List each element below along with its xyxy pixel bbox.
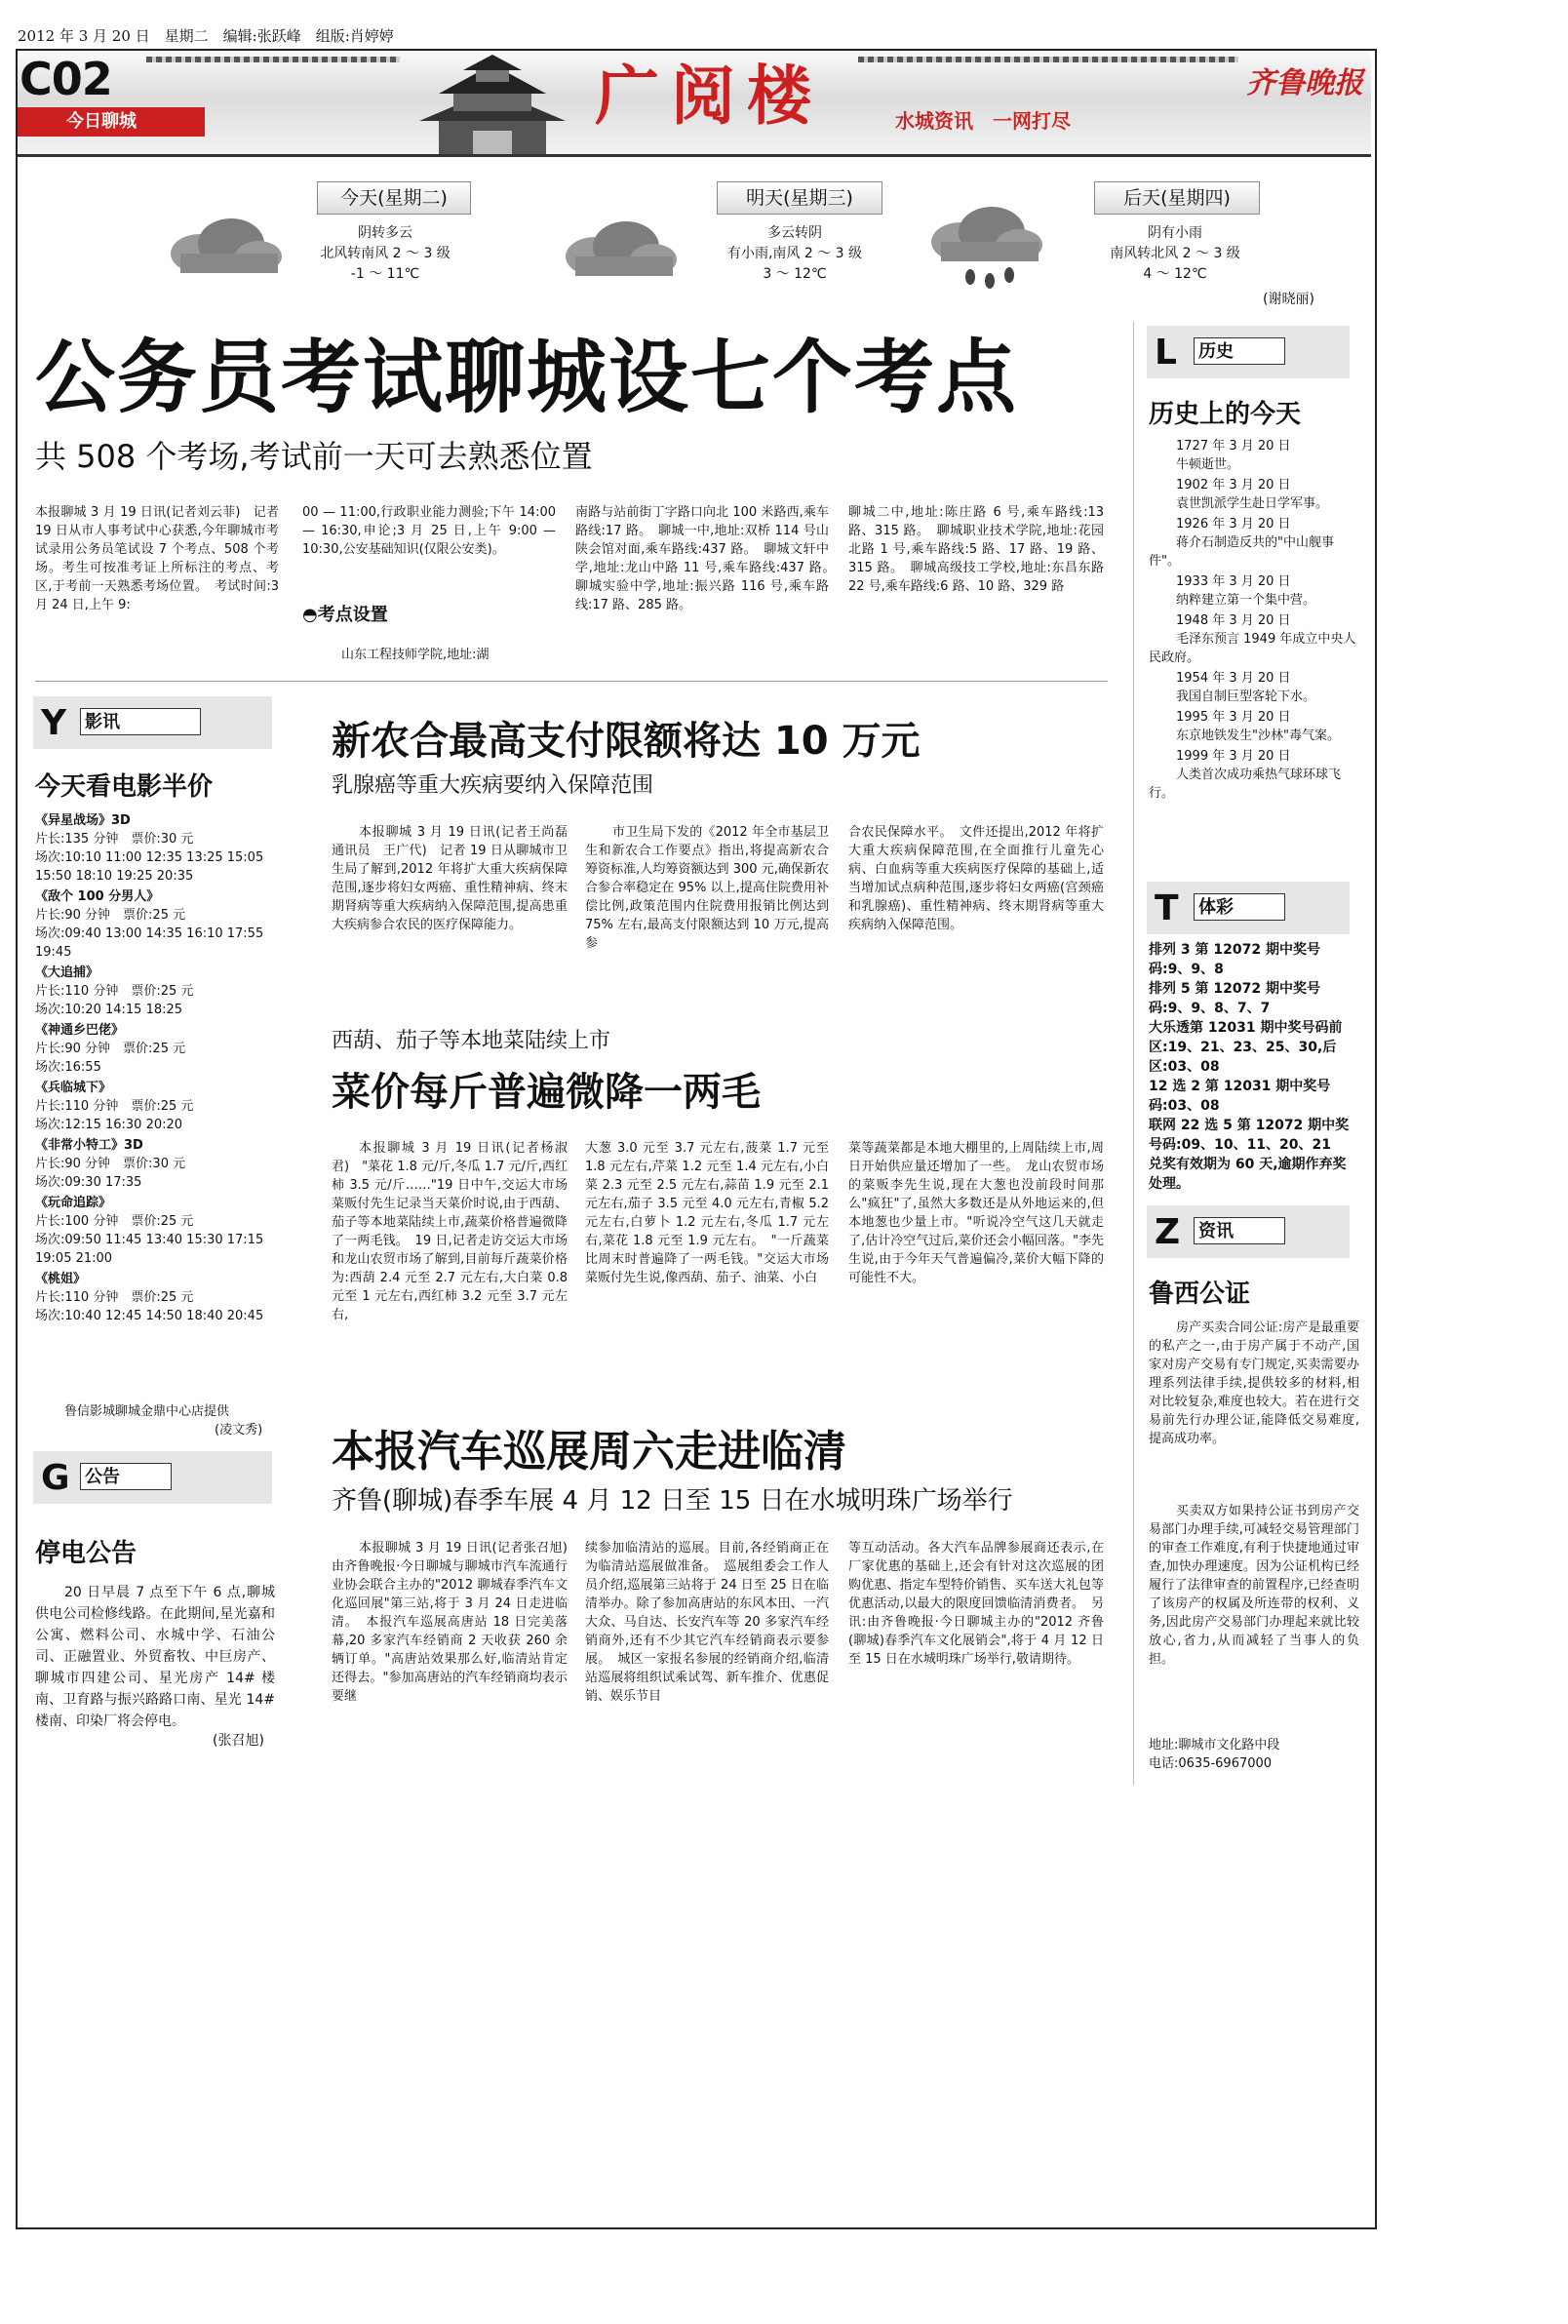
movie-name: 《桃姐》	[35, 1272, 87, 1286]
movie-info: 片长:110 分钟 票价:25 元	[35, 1099, 194, 1114]
list-item	[35, 1136, 279, 1192]
dateline: 2012 年 3 月 20 日 星期二 编辑:张跃峰 组版:肖婷婷	[18, 27, 394, 45]
weather-tab-today: 今天(星期二)	[317, 181, 471, 215]
movie-info: 片长:110 分钟 票价:25 元	[35, 984, 194, 999]
movie-name: 《大追捕》	[35, 965, 99, 980]
notice-title: 停电公告	[35, 1539, 137, 1568]
weather-cond: 阴有小雨	[1148, 225, 1202, 241]
history-event: 人类首次成功乘热气球环球飞行。	[1149, 768, 1342, 801]
article2-headline: 新农合最高支付限额将达 10 万元	[332, 719, 921, 764]
article4-col-2: 续参加临清站的巡展。目前,各经销商正在为临清站巡展做准备。 巡展组委会工作人员介绍,巡展第三站将于 24 日至 25 日在临清举办。除了参加高唐站的东风本田、一汽大众、马自达、长安汽车等 20 多家汽车经销商外,还有不少其它汽车经销商表示要参展。 城区一家报名参展的经销商介绍,临清站巡展将组织试乘试驾、新车推介、优惠促销、娱乐节目	[585, 1541, 829, 1704]
list-item	[35, 811, 279, 886]
weather-wind: 南风转北风 2 ～ 3 级	[1110, 246, 1240, 261]
lottery-line: 12 选 2 第 12031 期中奖号码:03、08	[1149, 1079, 1331, 1114]
consult-body-2: 买卖双方如果持公证书到房产交易部门办理手续,可减轻交易管理部门的审查工作难度,有利于快捷地通过审查,加快办理速度。因为公证机构已经履行了法律审查的前置程序,已经查明了该房产的权属及所连带的权利、义务,因此房产交易部门办理起来就比较放心,省力,从而减轻了当事人的负担。	[1149, 1504, 1359, 1667]
history-event: 蒋介石制造反共的"中山舰事件"。	[1149, 535, 1334, 569]
movie-name: 《非常小特工》3D	[35, 1138, 143, 1153]
movies-credit: (凌文秀)	[215, 1423, 263, 1438]
section-label: 历史	[1194, 337, 1285, 365]
consult-phone: 电话:0635-6967000	[1149, 1756, 1273, 1771]
lead-headline: 公务员考试聊城设七个考点	[35, 332, 1019, 424]
consult-body-1: 房产买卖合同公证:房产是最重要的私产之一,由于房产属于不动产,国家对房产交易有专门规定,买卖需要办理系列法律手续,提供较多的材料,相对比较复杂,难度也较大。若在进行交易前先行办理公证,能降低交易难度,提高成功率。	[1149, 1320, 1359, 1446]
history-date: 1902 年 3 月 20 日	[1176, 478, 1291, 492]
movie-times: 场次:09:50 11:45 13:40 15:30 17:15 19:05 21:00	[35, 1233, 264, 1266]
page-code: C02	[20, 53, 112, 105]
section-movies	[33, 696, 272, 749]
movie-info: 片长:135 分钟 票价:30 元	[35, 832, 194, 847]
history-date: 1954 年 3 月 20 日	[1176, 671, 1291, 686]
history-event: 袁世凯派学生赴日学军事。	[1176, 496, 1329, 511]
weather-cond: 多云转阴	[767, 225, 822, 241]
paper-name: 齐鲁晚报	[1246, 66, 1363, 100]
movie-name: 《神通乡巴佬》	[35, 1023, 125, 1038]
article3-col-3: 菜等蔬菜都是本地大棚里的,上周陆续上市,周日开始供应量还增加了一些。 龙山农贸市场的菜贩李先生说,现在大葱也没前段时间那么"疯狂"了,虽然大多数还是从外地运来的,但本地葱也少量上市。"听说冷空气这几天就走了,估计冷空气过后,菜价还会小幅回落。"李先生说,由于今年天气普遍偏冷,菜价大幅下降的可能性不大。	[848, 1141, 1104, 1285]
movie-name: 《兵临城下》	[35, 1081, 112, 1095]
rain-icon	[921, 203, 1048, 291]
history-date: 1933 年 3 月 20 日	[1176, 574, 1291, 589]
lottery-line: 大乐透第 12031 期中奖号码前区:19、21、23、25、30,后区:03、08	[1149, 1020, 1343, 1075]
page-label: 今日聊城	[18, 107, 205, 137]
section-sports	[1147, 882, 1350, 934]
movie-times: 场次:09:30 17:35	[35, 1175, 142, 1190]
section-label: 体彩	[1194, 893, 1285, 921]
movie-times: 场次:09:40 13:00 14:35 16:10 17:55 19:45	[35, 926, 264, 960]
movies-title: 今天看电影半价	[35, 772, 214, 802]
article3-headline: 菜价每斤普遍微降一两毛	[332, 1070, 761, 1115]
movie-name: 《异星战场》3D	[35, 813, 131, 828]
movie-times: 场次:10:20 14:15 18:25	[35, 1003, 183, 1017]
article3-col-1: 本报聊城 3 月 19 日讯(记者杨淑君) "菜花 1.8 元/斤,冬瓜 1.7 元/斤,西红柿 3.5 元/斤……"19 日中午,交运大市场菜贩付先生记录当天菜价时说,由于西葫、茄子等本地菜陆续上市,蔬菜价格普遍微降了一两毛钱。 19 日,记者走访交运大市场和龙山农贸市场了解到,目前每斤蔬菜价格为:西葫 2.4 元至 2.7 元左右,大白菜 0.8 元至 1 元左右,西红柿 3.2 元至 3.7 元左右,	[332, 1141, 568, 1322]
section-letter: T	[1155, 888, 1179, 928]
list-item	[35, 887, 279, 962]
list-item	[35, 1021, 279, 1077]
cloud-icon	[161, 210, 288, 278]
consult-title: 鲁西公证	[1149, 1280, 1251, 1309]
section-label: 公告	[80, 1463, 172, 1490]
weather-tab-tomorrow: 明天(星期三)	[717, 181, 882, 215]
section-notice	[33, 1451, 272, 1504]
section-consult	[1147, 1205, 1350, 1258]
movie-times: 场次:16:55	[35, 1060, 101, 1075]
section-letter: Z	[1155, 1212, 1181, 1252]
notice-body: 20 日早晨 7 点至下午 6 点,聊城供电公司检修线路。在此期间,星光嘉和公寓、燃料公司、水城中学、石油公司、正融置业、外贸畜牧、中巨房产、聊城市四建公司、星光房产 14# 楼南、卫育路与振兴路路口南、星光 14# 楼南、印染厂将会停电。	[35, 1585, 275, 1729]
lead-col-2-heading: ◓考点设置	[302, 605, 388, 625]
movie-list	[35, 811, 279, 1327]
weather-credit: (谢晓丽)	[1263, 292, 1314, 307]
movie-info: 片长:90 分钟 票价:25 元	[35, 1042, 186, 1056]
lead-col-4: 聊城二中,地址:陈庄路 6 号,乘车路线:13 路、315 路。 聊城职业技术学院,地址:花园北路 1 号,乘车路线:5 路、17 路、19 路、315 路。 聊城高级技工学校,地址:东昌东路 22 号,乘车路线:6 路、10 路、329 路	[848, 505, 1104, 594]
section-label: 影讯	[80, 708, 201, 735]
movie-times: 场次:10:40 12:45 14:50 18:40 20:45	[35, 1309, 264, 1323]
article4-headline: 本报汽车巡展周六走进临清	[332, 1427, 846, 1477]
history-event: 我国自制巨型客轮下水。	[1176, 689, 1316, 704]
movie-name: 《玩命追踪》	[35, 1196, 112, 1210]
history-date: 1727 年 3 月 20 日	[1176, 439, 1291, 453]
article2-subhead: 乳腺癌等重大疾病要纳入保障范围	[332, 773, 654, 798]
section-history	[1147, 326, 1350, 378]
lottery-line: 联网 22 选 5 第 12072 期中奖号码:09、10、11、20、21	[1149, 1118, 1350, 1153]
lottery-line: 排列 3 第 12072 期中奖号码:9、9、8	[1149, 942, 1320, 977]
movie-info: 片长:90 分钟 票价:30 元	[35, 1157, 186, 1171]
movie-times: 场次:10:10 11:00 12:35 13:25 15:05 15:50 18:10 19:25 20:35	[35, 850, 264, 884]
column-rule	[1133, 322, 1134, 1785]
list-item	[35, 1194, 279, 1268]
weather-wind: 有小雨,南风 2 ～ 3 级	[726, 246, 863, 261]
movie-info: 片长:110 分钟 票价:25 元	[35, 1290, 194, 1305]
weather-wind: 北风转南风 2 ～ 3 级	[320, 246, 451, 261]
weather-temp: 3 ～ 12℃	[763, 266, 827, 282]
history-list	[1149, 437, 1359, 805]
sports-list	[1149, 940, 1359, 1194]
lead-col-2: 00 — 11:00,行政职业能力测验;下午 14:00 — 16:30,申论;3 月 25 日,上午 9:00 — 10:30,公安基础知识(仅限公安类)。	[302, 505, 556, 557]
lead-col-2-tail: 山东工程技师学院,地址:湖	[341, 648, 490, 662]
weather-temp: 4 ～ 12℃	[1143, 266, 1207, 282]
history-date: 1926 年 3 月 20 日	[1176, 517, 1291, 532]
history-date: 1948 年 3 月 20 日	[1176, 613, 1291, 628]
article4-col-3: 等互动活动。各大汽车品牌参展商还表示,在厂家优惠的基础上,还会有针对这次巡展的团购优惠、指定车型特价销售、买车送大礼包等优惠活动,以最大的限度回馈临清消费者。 另讯:由齐鲁晚报·今日聊城主办的"2012 齐鲁(聊城)春季汽车文化展销会",将于 4 月 12 日至 15 日在水城明珠广场举行,敬请期待。	[848, 1541, 1104, 1667]
lead-col-1: 本报聊城 3 月 19 日讯(记者刘云菲) 记者 19 日从市人事考试中心获悉,今年聊城市考试录用公务员笔试设 7 个考点、508 个考场。考生可按准考证上所标注的考点、考区,于考前一天熟悉考场位置。 考试时间:3 月 24 日,上午 9:	[35, 505, 279, 612]
article3-kicker: 西葫、茄子等本地菜陆续上市	[332, 1029, 611, 1053]
article4-subhead: 齐鲁(聊城)春季车展 4 月 12 日至 15 日在水城明珠广场举行	[332, 1486, 1013, 1516]
article3-col-2: 大葱 3.0 元至 3.7 元左右,菠菜 1.7 元至 1.8 元左右,芹菜 1.2 元至 1.4 元左右,小白菜 2.3 元至 2.5 元左右,蒜苗 1.9 元至 2.1 元左右,茄子 3.5 元至 4.0 元左右,青椒 5.2 元左右,白萝卜 1.2 元左右,冬瓜 1.7 元左右,菜花 1.8 元至 1.9 元左右。 "一斤蔬菜比周末时普遍降了一两毛钱。"交运大市场菜贩付先生说,像西葫、茄子、油菜、小白	[585, 1141, 829, 1285]
notice-credit: (张召旭)	[213, 1733, 264, 1749]
movie-info: 片长:100 分钟 票价:25 元	[35, 1214, 194, 1229]
history-date: 1995 年 3 月 20 日	[1176, 710, 1291, 725]
section-label: 资讯	[1194, 1217, 1285, 1244]
column-name: 广阅楼	[595, 58, 823, 134]
cloud-icon	[556, 213, 683, 281]
section-letter: L	[1155, 333, 1177, 373]
movies-source: 鲁信影城聊城金鼎中心店提供	[64, 1404, 230, 1419]
article2-col-1: 本报聊城 3 月 19 日讯(记者王尚磊 通讯员 王广代) 记者 19 日从聊城市卫生局了解到,2012 年将扩大重大疾病保障范围,逐步将妇女两癌、重性精神病、终末期肾病等重大疾病纳入保障范围,提高患重大疾病参合农民的医疗保障能力。	[332, 825, 581, 932]
weather-tab-after: 后天(星期四)	[1094, 181, 1260, 215]
lead-subhead: 共 508 个考场,考试前一天可去熟悉位置	[35, 438, 593, 475]
lead-col-3: 南路与站前街丁字路口向北 100 米路西,乘车路线:17 路。 聊城一中,地址:双桥 114 号山陕会馆对面,乘车路线:437 路。 聊城文轩中学,地址:龙山中路 11 号,乘车路线:437 路。 聊城实验中学,地址:振兴路 116 号,乘车路线:17 路、285 路。	[575, 505, 843, 612]
history-date: 1999 年 3 月 20 日	[1176, 749, 1291, 764]
list-item	[35, 1079, 279, 1134]
history-event: 东京地铁发生"沙林"毒气案。	[1176, 729, 1340, 743]
article2-col-3: 合农民保障水平。 文件还提出,2012 年将扩大重大疾病保障范围,在全面推行儿童先心病、白血病等重大疾病医疗保障的基础上,适当增加试点病种范围,逐步将妇女两癌(宫颈癌和乳腺癌)、重性精神病、终末期肾病等重大疾病纳入保障范围。	[848, 825, 1104, 932]
slogan: 水城资讯 一网打尽	[895, 109, 1071, 133]
section-letter: Y	[41, 703, 67, 743]
history-event: 纳粹建立第一个集中营。	[1176, 593, 1316, 608]
lottery-line: 排列 5 第 12072 期中奖号码:9、9、8、7、7	[1149, 981, 1320, 1016]
article4-col-1: 本报聊城 3 月 19 日讯(记者张召旭) 由齐鲁晚报·今日聊城与聊城市汽车流通行业协会联合主办的"2012 聊城春季汽车文化巡回展"第三站,将于 3 月 24 日走进临清。 本报汽车巡展高唐站 18 日完美落幕,20 多家汽车经销商 2 天收获 260 余辆订单。"高唐站效果那么好,临清站肯定还得去。"参加高唐站的汽车经销商均表示要继	[332, 1541, 581, 1704]
history-event: 牛顿逝世。	[1176, 457, 1240, 472]
list-item	[35, 1270, 279, 1325]
section-letter: G	[41, 1458, 70, 1498]
article2-col-2: 市卫生局下发的《2012 年全市基层卫生和新农合工作要点》指出,将提高新农合筹资标准,人均筹资额达到 300 元,确保新农合参合率稳定在 95% 以上,提高住院费用补偿比例,政策范围内住院费用报销比例达到 75% 左右,最高支付限额达到 10 万元,提高参	[585, 825, 829, 951]
history-title: 历史上的今天	[1149, 400, 1302, 429]
movie-name: 《敌个 100 分男人》	[35, 889, 160, 904]
weather-cond: 阴转多云	[358, 225, 412, 241]
weather-temp: -1 ～ 11℃	[350, 266, 420, 282]
section-rule	[35, 681, 1108, 682]
lottery-line: 兑奖有效期为 60 天,逾期作弃奖处理。	[1149, 1157, 1347, 1192]
history-event: 毛泽东预言 1949 年成立中央人民政府。	[1149, 632, 1356, 665]
movie-times: 场次:12:15 16:30 20:20	[35, 1118, 183, 1132]
list-item	[35, 964, 279, 1019]
consult-address: 地址:聊城市文化路中段	[1149, 1738, 1280, 1753]
movie-info: 片长:90 分钟 票价:25 元	[35, 908, 186, 923]
